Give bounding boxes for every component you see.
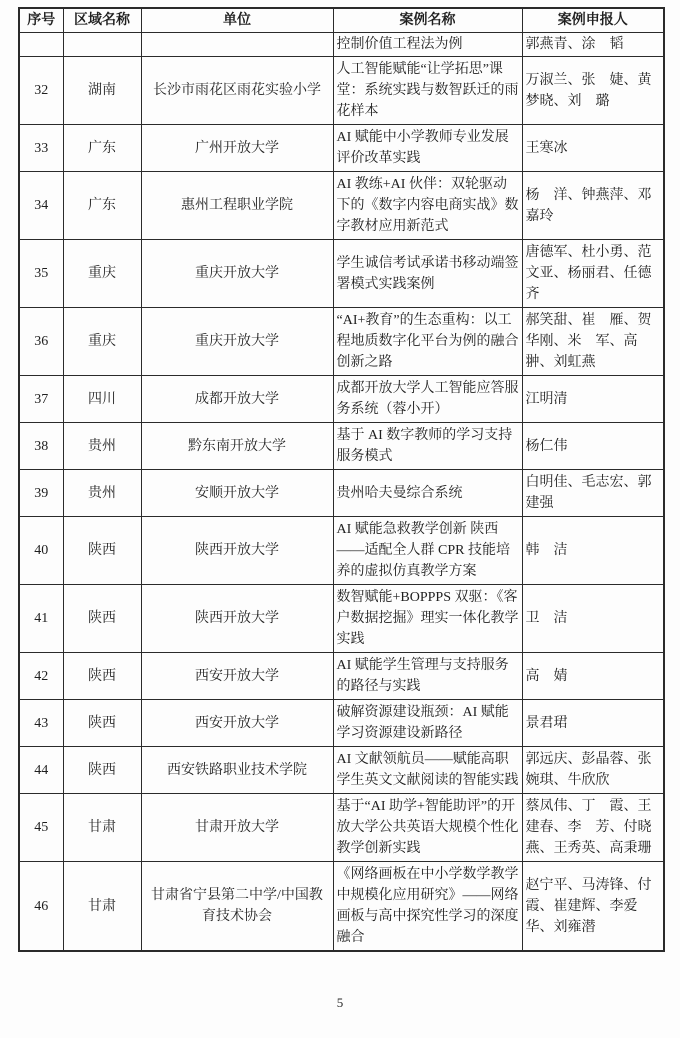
- cell-applicants: 唐德军、杜小勇、范文亚、杨丽君、任德齐: [522, 240, 664, 308]
- case-list-table: [18, 7, 665, 952]
- cell-unit: 黔东南开放大学: [141, 423, 333, 470]
- cell-unit: 安顺开放大学: [141, 470, 333, 517]
- cell-applicants: 白明佳、毛志宏、郭建强: [522, 470, 664, 517]
- cell-unit: 长沙市雨花区雨花实验小学: [141, 57, 333, 125]
- table-row: [19, 862, 664, 952]
- cell-no: 34: [19, 172, 63, 240]
- cell-applicants: 郭燕青、涂 韬: [522, 33, 664, 57]
- table-row: [19, 794, 664, 862]
- table-row: [19, 33, 664, 57]
- cell-case: 《网络画板在中小学数学教学中规模化应用研究》——网络画板与高中探究性学习的深度融合: [333, 862, 522, 952]
- cell-case: AI 文献领航员——赋能高职学生英文文献阅读的智能实践: [333, 747, 522, 794]
- table-header: [19, 8, 664, 33]
- cell-region: 甘肃: [63, 862, 141, 952]
- cell-region: 陕西: [63, 653, 141, 700]
- table-row: [19, 172, 664, 240]
- cell-region: 四川: [63, 376, 141, 423]
- cell-region: [63, 33, 141, 57]
- cell-unit: 西安铁路职业技术学院: [141, 747, 333, 794]
- header-case-name: 案例名称: [333, 8, 522, 33]
- cell-region: 陕西: [63, 747, 141, 794]
- cell-applicants: 郭远庆、彭晶蓉、张婉琪、牛欣欣: [522, 747, 664, 794]
- cell-case: 基于“AI 助学+智能助评”的开放大学公共英语大规模个性化教学创新实践: [333, 794, 522, 862]
- cell-applicants: 高 婧: [522, 653, 664, 700]
- cell-region: 陕西: [63, 517, 141, 585]
- cell-unit: 成都开放大学: [141, 376, 333, 423]
- cell-region: 湖南: [63, 57, 141, 125]
- cell-no: 43: [19, 700, 63, 747]
- cell-no: 35: [19, 240, 63, 308]
- cell-applicants: 万淑兰、张 婕、黄梦晓、刘 璐: [522, 57, 664, 125]
- cell-case: 控制价值工程法为例: [333, 33, 522, 57]
- cell-unit: 广州开放大学: [141, 125, 333, 172]
- cell-no: 38: [19, 423, 63, 470]
- table-row: [19, 240, 664, 308]
- cell-no: 45: [19, 794, 63, 862]
- cell-applicants: 韩 洁: [522, 517, 664, 585]
- cell-no: 37: [19, 376, 63, 423]
- cell-case: 人工智能赋能“让学拓思”课堂：系统实践与数智跃迁的雨花样本: [333, 57, 522, 125]
- cell-applicants: 蔡凤伟、丁 霞、王建春、李 芳、付晓燕、王秀英、高秉珊: [522, 794, 664, 862]
- cell-case: 破解资源建设瓶颈：AI 赋能学习资源建设新路径: [333, 700, 522, 747]
- table-row: [19, 700, 664, 747]
- cell-unit: 甘肃省宁县第二中学/中国教育技术协会: [141, 862, 333, 952]
- header-no: 序号: [19, 8, 63, 33]
- cell-no: 44: [19, 747, 63, 794]
- cell-region: 广东: [63, 125, 141, 172]
- header-applicants: 案例申报人: [522, 8, 664, 33]
- cell-applicants: 赵宁平、马涛锋、付 霞、崔建辉、李爱华、刘雍潜: [522, 862, 664, 952]
- header-region: 区域名称: [63, 8, 141, 33]
- cell-unit: 重庆开放大学: [141, 308, 333, 376]
- cell-unit: 陕西开放大学: [141, 517, 333, 585]
- cell-no: 33: [19, 125, 63, 172]
- cell-no: 41: [19, 585, 63, 653]
- header-unit: 单位: [141, 8, 333, 33]
- cell-applicants: 卫 洁: [522, 585, 664, 653]
- cell-applicants: 王寒冰: [522, 125, 664, 172]
- cell-unit: 惠州工程职业学院: [141, 172, 333, 240]
- cell-region: 重庆: [63, 240, 141, 308]
- cell-applicants: 江明清: [522, 376, 664, 423]
- cell-no: 46: [19, 862, 63, 952]
- cell-region: 陕西: [63, 585, 141, 653]
- cell-applicants: 郝笑甜、崔 雁、贺华刚、米 军、高 翀、刘虹燕: [522, 308, 664, 376]
- cell-case: 数智赋能+BOPPPS 双驱：《客户数据挖掘》理实一体化教学实践: [333, 585, 522, 653]
- cell-applicants: 杨仁伟: [522, 423, 664, 470]
- cell-applicants: 杨 洋、钟燕萍、邓嘉玲: [522, 172, 664, 240]
- cell-region: 贵州: [63, 470, 141, 517]
- cell-region: 广东: [63, 172, 141, 240]
- table-row: [19, 585, 664, 653]
- cell-no: 42: [19, 653, 63, 700]
- cell-case: AI 赋能急救教学创新 陕西——适配全人群 CPR 技能培养的虚拟仿真教学方案: [333, 517, 522, 585]
- cell-region: 甘肃: [63, 794, 141, 862]
- table-row: [19, 57, 664, 125]
- table-body: [19, 33, 664, 952]
- cell-no: 32: [19, 57, 63, 125]
- table-row: [19, 376, 664, 423]
- cell-unit: 西安开放大学: [141, 700, 333, 747]
- cell-unit: 陕西开放大学: [141, 585, 333, 653]
- cell-unit: 甘肃开放大学: [141, 794, 333, 862]
- cell-applicants: 景君珺: [522, 700, 664, 747]
- cell-no: [19, 33, 63, 57]
- cell-unit: 西安开放大学: [141, 653, 333, 700]
- table-row: [19, 308, 664, 376]
- cell-region: 重庆: [63, 308, 141, 376]
- cell-region: 贵州: [63, 423, 141, 470]
- cell-no: 40: [19, 517, 63, 585]
- cell-no: 36: [19, 308, 63, 376]
- cell-case: AI 教练+AI 伙伴：双轮驱动下的《数字内容电商实战》数字教材应用新范式: [333, 172, 522, 240]
- cell-case: AI 赋能中小学教师专业发展评价改革实践: [333, 125, 522, 172]
- table-row: [19, 517, 664, 585]
- header-row: [19, 8, 664, 33]
- page-number: 5: [336, 995, 344, 1010]
- cell-unit: [141, 33, 333, 57]
- cell-case: 学生诚信考试承诺书移动端签署模式实践案例: [333, 240, 522, 308]
- table-row: [19, 125, 664, 172]
- cell-case: AI 赋能学生管理与支持服务的路径与实践: [333, 653, 522, 700]
- table-row: [19, 747, 664, 794]
- cell-case: 贵州哈夫曼综合系统: [333, 470, 522, 517]
- cell-unit: 重庆开放大学: [141, 240, 333, 308]
- table-row: [19, 470, 664, 517]
- cell-region: 陕西: [63, 700, 141, 747]
- table-row: [19, 653, 664, 700]
- table-row: [19, 423, 664, 470]
- cell-case: 基于 AI 数字教师的学习支持服务模式: [333, 423, 522, 470]
- cell-case: 成都开放大学人工智能应答服务系统（蓉小开）: [333, 376, 522, 423]
- cell-case: “AI+教育”的生态重构：以工程地质数字化平台为例的融合创新之路: [333, 308, 522, 376]
- cell-no: 39: [19, 470, 63, 517]
